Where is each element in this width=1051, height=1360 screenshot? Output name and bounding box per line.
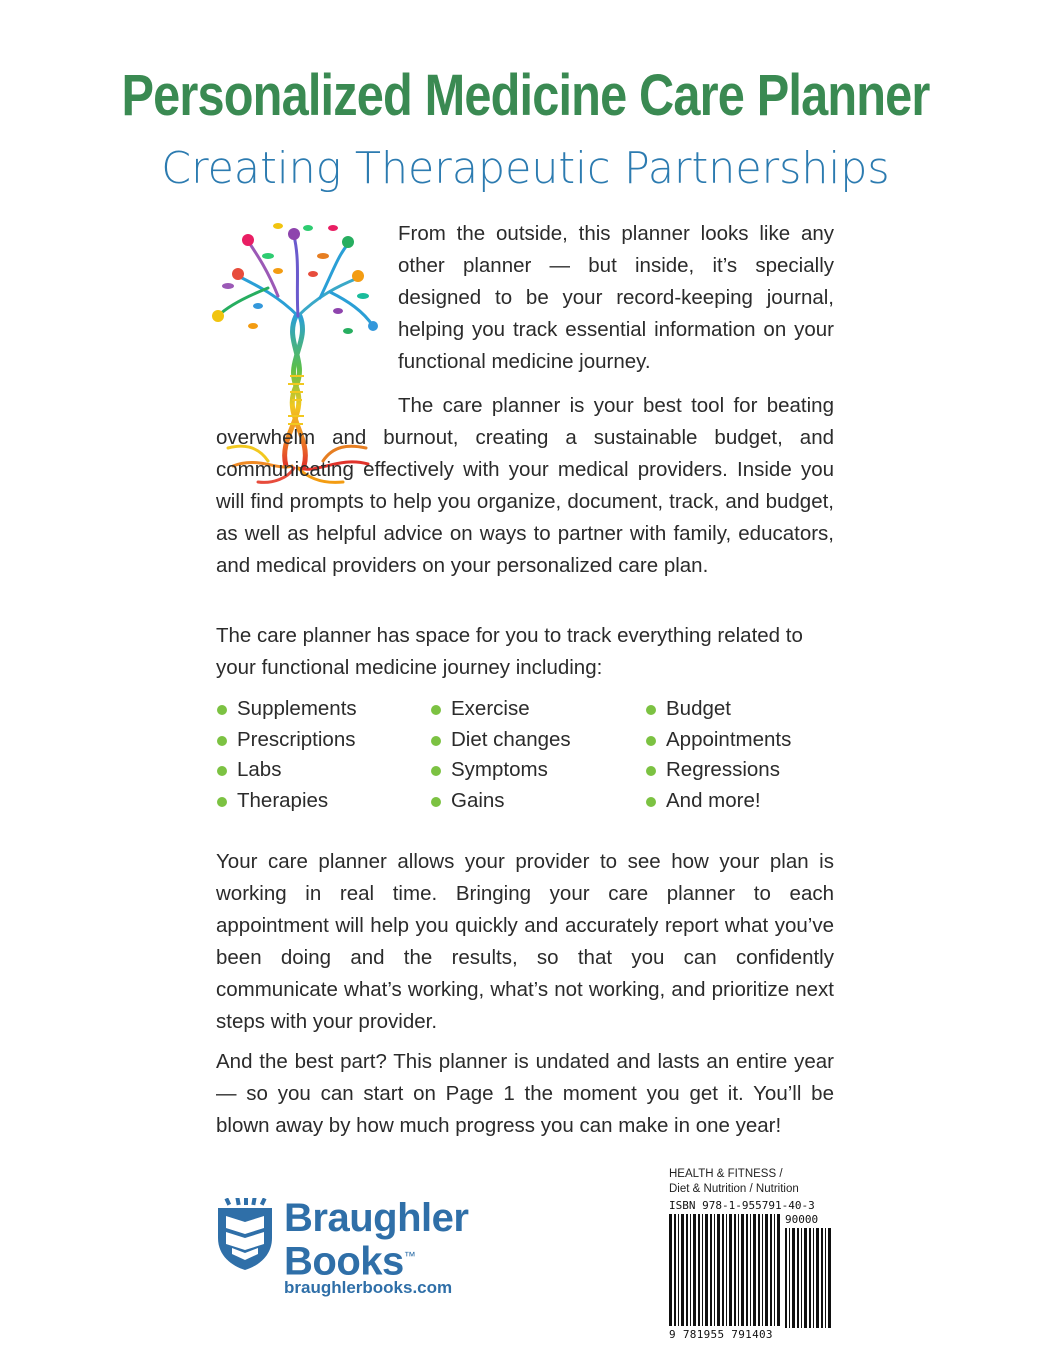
barcode-bar xyxy=(734,1214,736,1326)
barcode-bar xyxy=(710,1214,712,1326)
barcode-bar xyxy=(690,1214,691,1326)
bullet-dot-icon xyxy=(646,797,656,807)
barcode-bar xyxy=(816,1228,819,1328)
publisher-name-line1: Braughler xyxy=(284,1196,469,1240)
barcode-bar xyxy=(804,1228,807,1328)
isbn-text: ISBN 978-1-955791-40-3 xyxy=(669,1199,815,1212)
bullet-dot-icon xyxy=(431,736,441,746)
bullet-dot-icon xyxy=(431,797,441,807)
publisher-name-line2 xyxy=(284,1234,415,1283)
list-item: Symptoms xyxy=(430,755,571,786)
price-barcode xyxy=(785,1228,833,1332)
barcode-bar xyxy=(813,1228,814,1328)
barcode-bar xyxy=(702,1214,703,1326)
intro-paragraph: From the outside, this planner looks like any other planner — but inside, it’s specially designed to be your record-keeping journal, helping you track essential information on your functional medicine journey. xyxy=(398,222,834,373)
barcode-bar xyxy=(746,1214,748,1326)
barcode-bar xyxy=(669,1214,672,1326)
tool-paragraph: The care planner is your best tool for beating overwhelm and burnout, creating a sustainable budget, and communicating effectively with your medical providers. Inside you will find prompts to help you organize, document, track, and budget, as well as helpful advice on ways to partner with family, educators, and medical providers on your personalized care plan. xyxy=(216,394,834,577)
barcode-bar xyxy=(828,1228,831,1328)
barcode-bar xyxy=(758,1214,760,1326)
list-item: Gains xyxy=(430,786,571,817)
price-code: 90000 xyxy=(785,1213,819,1226)
barcode-bar xyxy=(678,1214,679,1326)
barcode-bar xyxy=(801,1228,802,1328)
ean-barcode xyxy=(669,1214,781,1332)
page-subtitle xyxy=(0,143,1051,194)
bullet-dot-icon xyxy=(431,766,441,776)
barcode-bar xyxy=(825,1228,826,1328)
barcode-bar xyxy=(681,1214,684,1326)
list-item: Labs xyxy=(216,755,357,786)
publisher-url: braughlerbooks.com xyxy=(284,1278,453,1297)
barcode-bar xyxy=(777,1214,780,1326)
barcode-bar xyxy=(741,1214,744,1326)
barcode-bar xyxy=(729,1214,732,1326)
page-title: Personalized Medicine Care Planner xyxy=(121,63,930,128)
barcode-bar xyxy=(686,1214,688,1326)
bullet-dot-icon xyxy=(217,797,227,807)
barcode-category-1: HEALTH & FITNESS / xyxy=(669,1168,783,1180)
track-intro-paragraph: The care planner has space for you to track everything related to your functional medicine journey including: xyxy=(216,624,803,679)
barcode-bar xyxy=(774,1214,775,1326)
subtitle-text: Creating Therapeutic Partnerships xyxy=(161,143,890,194)
barcode-bar xyxy=(797,1228,799,1328)
list-item: Budget xyxy=(645,694,791,725)
barcode-bar xyxy=(698,1214,700,1326)
bullet-dot-icon xyxy=(217,705,227,715)
provider-paragraph: Your care planner allows your provider to see how your plan is working in real time. Bringing your care planner to each appointment will help you quickly and accurately report what you’ve been doing and the results, so that you can confidently communicate what’s working, what’s not working, and prioritize next steps with your provider. xyxy=(216,850,834,1033)
barcode-category-2: Diet & Nutrition / Nutrition xyxy=(669,1183,799,1195)
barcode-bar xyxy=(789,1228,790,1328)
barcode-bar xyxy=(762,1214,763,1326)
barcode-bar xyxy=(693,1214,696,1326)
barcode-bar xyxy=(785,1228,787,1328)
list-item: Exercise xyxy=(430,694,571,725)
publisher-logo xyxy=(214,1192,514,1302)
feature-column-3 xyxy=(645,694,791,816)
ean-digits: 9 781955 791403 xyxy=(669,1328,773,1341)
bullet-dot-icon xyxy=(646,705,656,715)
barcode-bar xyxy=(738,1214,739,1326)
bullet-dot-icon xyxy=(431,705,441,715)
list-item: Diet changes xyxy=(430,725,571,756)
list-item: Appointments xyxy=(645,725,791,756)
list-item: And more! xyxy=(645,786,791,817)
feature-column-2 xyxy=(430,694,571,816)
book-shield-icon xyxy=(214,1198,276,1272)
barcode-bar xyxy=(753,1214,756,1326)
barcode-bar xyxy=(770,1214,772,1326)
barcode-bar xyxy=(714,1214,715,1326)
feature-column-1 xyxy=(216,694,357,816)
list-item: Therapies xyxy=(216,786,357,817)
best-part-paragraph: And the best part? This planner is undated and lasts an entire year — so you can start on Page 1 the moment you get it. You’ll be blown away by how much progress you can make in one year! xyxy=(216,1050,834,1137)
barcode-bar xyxy=(792,1228,795,1328)
barcode-bar xyxy=(705,1214,708,1326)
barcode-bar xyxy=(809,1228,811,1328)
trademark-symbol: ™ xyxy=(403,1249,416,1263)
barcode-bar xyxy=(765,1214,768,1326)
barcode-bar xyxy=(674,1214,676,1326)
bullet-dot-icon xyxy=(646,766,656,776)
list-item: Regressions xyxy=(645,755,791,786)
publisher-name-line2-text: Books xyxy=(284,1239,404,1284)
barcode-bar xyxy=(722,1214,724,1326)
bullet-dot-icon xyxy=(217,766,227,776)
barcode-bar xyxy=(717,1214,720,1326)
barcode-bar xyxy=(750,1214,751,1326)
bullet-dot-icon xyxy=(646,736,656,746)
bullet-dot-icon xyxy=(217,736,227,746)
barcode-bar xyxy=(821,1228,823,1328)
list-item: Prescriptions xyxy=(216,725,357,756)
barcode-bar xyxy=(726,1214,727,1326)
list-item: Supplements xyxy=(216,694,357,725)
